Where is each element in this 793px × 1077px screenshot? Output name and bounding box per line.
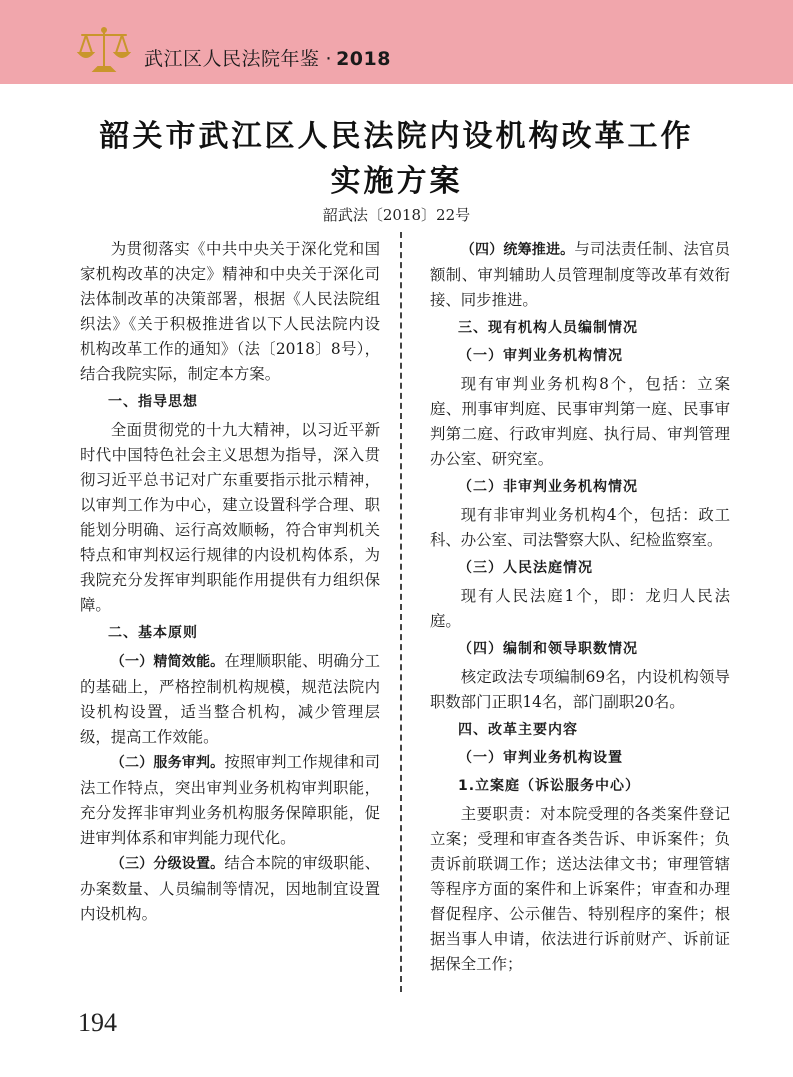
principle-paragraph: [80, 750, 380, 851]
body-paragraph: 现有审判业务机构8个，包括：立案庭、刑事审判庭、民事审判第一庭、民事审判第二庭、行政审判庭、执行局、审判管理办公室、研究室。: [430, 375, 730, 468]
yearbook-name: 武江区人民法院年鉴: [144, 48, 320, 70]
title-separator: ·: [325, 48, 333, 70]
principle-keyword: （一）精简效能。: [110, 654, 225, 670]
principle-text: 按照审判工作规律和司法工作特点，突出审判业务机构审判职能，充分发挥非审判业务机构服务保障职能，促进审判体系和审判能力现代化。: [80, 753, 380, 847]
document-number: 韶武法〔2018〕22号: [322, 206, 471, 224]
body-paragraph: 现有非审判业务机构4个，包括：政工科、办公室、司法警察大队、纪检监察室。: [430, 506, 730, 549]
scales-of-justice-icon: [76, 25, 132, 75]
principle-paragraph: [80, 649, 380, 750]
section-heading: （一）审判业务机构设置: [458, 750, 623, 766]
yearbook-year: 2018: [336, 48, 391, 70]
header-band: [0, 0, 793, 84]
principle-text: 结合本院的审级职能、办案数量、人员编制等情况，因地制宜设置内设机构。: [80, 854, 380, 923]
principle-keyword: （三）分级设置。: [110, 856, 225, 872]
body-paragraph: 为贯彻落实《中共中央关于深化党和国家机构改革的决定》精神和中央关于深化司法体制改革的决策部署，根据《人民法院组织法》《关于积极推进省以下人民法院内设机构改革工作的通知》（法〔2018〕8号），结合我院实际，制定本方案。: [80, 240, 380, 383]
section-heading: （一）审判业务机构情况: [458, 348, 623, 364]
section-heading: 1.立案庭（诉讼服务中心）: [458, 778, 641, 794]
section-heading: （二）非审判业务机构情况: [458, 479, 638, 495]
column-divider: [400, 232, 402, 992]
principle-paragraph: [80, 851, 380, 927]
section-heading: 二、基本原则: [108, 625, 198, 641]
section-heading: （三）人民法庭情况: [458, 560, 593, 576]
principle-keyword: （四）统筹推进。: [460, 242, 575, 258]
section-heading: 三、现有机构人员编制情况: [458, 320, 638, 336]
section-heading: 一、指导思想: [108, 394, 198, 410]
section-heading: （四）编制和领导职数情况: [458, 641, 638, 657]
left-column: [80, 237, 380, 927]
yearbook-title: [144, 44, 391, 71]
document-title-line1: 韶关市武江区人民法院内设机构改革工作: [99, 119, 694, 154]
body-paragraph: 现有人民法庭1个，即：龙归人民法庭。: [430, 587, 730, 630]
right-column: [430, 237, 730, 977]
body-paragraph: 全面贯彻党的十九大精神，以习近平新时代中国特色社会主义思想为指导，深入贯彻习近平总书记对广东重要指示批示精神，以审判工作为中心，建立设置科学合理、职能划分明确、运行高效顺畅，符合审判机关特点和审判权运行规律的内设机构体系，为我院充分发挥审判职能作用提供有力组织保障。: [80, 421, 380, 614]
principle-paragraph: [430, 237, 730, 313]
body-paragraph: 核定政法专项编制69名，内设机构领导职数部门正职14名，部门副职20名。: [430, 668, 730, 711]
document-title-line2: 实施方案: [330, 164, 463, 199]
body-paragraph: 主要职责：对本院受理的各类案件登记立案；受理和审查各类告诉、申诉案件；负责诉前联调工作；送达法律文书；审理管辖等程序方面的案件和上诉案件；审查和办理督促程序、公示催告、特别程序的案件；根据当事人申请，依法进行诉前财产、诉前证据保全工作；: [430, 805, 730, 973]
principle-keyword: （二）服务审判。: [110, 755, 225, 771]
page-number: 194: [78, 1008, 117, 1037]
principle-text: 在理顺职能、明确分工的基础上，严格控制机构规模，规范法院内设机构设置，适当整合机构，减少管理层级，提高工作效能。: [80, 652, 380, 746]
section-heading: 四、改革主要内容: [458, 722, 578, 738]
principle-text: 与司法责任制、法官员额制、审判辅助人员管理制度等改革有效衔接、同步推进。: [430, 240, 730, 309]
